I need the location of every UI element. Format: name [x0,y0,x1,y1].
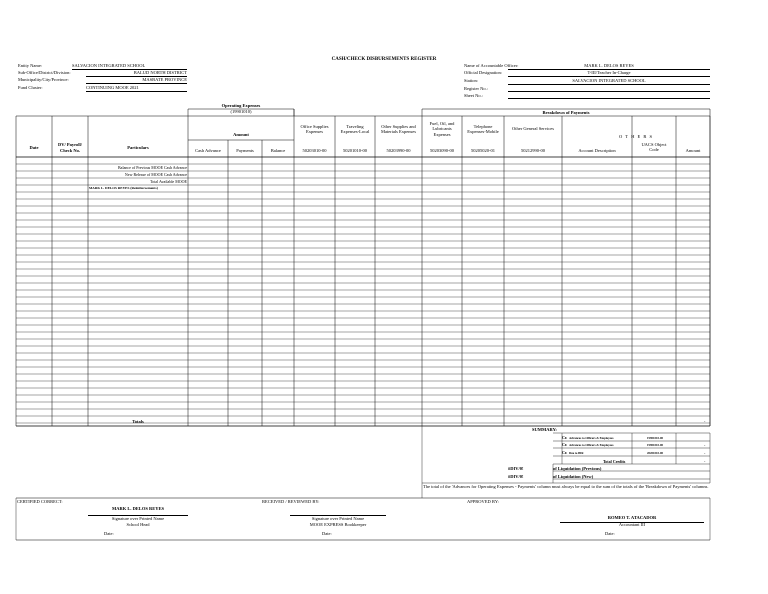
accountable-officer-label: Name of Accountable Officer: [464,63,519,68]
particulars-row: Balance of Previous MOOE Cash Advance [118,165,187,170]
entity-name-label: Entity Name: [18,63,43,68]
approved-label: APPROVED BY: [467,499,499,504]
certified-date: Date: [104,531,114,536]
breakdown-col-label: Other Supplies and Materials Expenses [380,123,417,134]
breakdown-header: Breakdown of Payments [542,110,590,115]
register-no-label: Register No.: [464,86,488,91]
breakdown-col-code: 50203990-00 [386,148,411,154]
amount-header: Amount [233,132,249,137]
breakdown-col-code: 50201010-00 [343,148,367,154]
breakdown-col-code: 50212990-00 [521,148,545,154]
totals-dash: - [704,419,706,424]
summary-prefix: Cr. [562,442,568,447]
approved-name: ROMEO T. ATACADOR [560,516,704,523]
total-credits-value: - [704,459,706,464]
others-header: O T H E R S [619,134,653,139]
breakdown-col-code: 50203090-00 [430,148,454,154]
summary-prefix: Cr. [562,435,568,440]
particulars-row: New Release of MOOE Cash Advance [124,172,187,177]
breakdown-col-label: Office Supplies Expenses [300,123,329,134]
sub-office-label: Sub-Office/District/Division: [18,70,71,75]
particulars-row: Total Available MOOE [150,179,187,184]
summary-label: Advances to Officers & Employees [569,436,614,440]
summary-code: 20201010-00 [647,451,663,455]
account-description-header: Account Description [578,147,616,153]
page-title: CASH/CHECK DISBURSEMENTS REGISTER [331,57,437,62]
received-label: RECEIVED / REVIEWED BY: [262,499,320,504]
particulars-row: MARK L. DELOS REYES (Reimbursements) [89,186,158,190]
station-value: SALVACION INTEGRATED SCHOOL [508,79,710,85]
operating-code: (19901010) [230,109,252,114]
municipality-value: MASBATE PROVINCE [86,78,187,84]
summary-title: SUMMARY: [532,427,557,432]
fund-cluster-label: Fund Cluster: [18,85,43,90]
summary-code: 19901010-00 [647,436,663,440]
dv-header: DV/ Payroll/ Check No. [57,142,83,153]
approved-date: Date: [605,531,615,536]
certified-sig-line: Signature over Printed Name [88,515,188,522]
certified-title: School Head [126,522,150,527]
certified-name: MARK L. DELOS REYES [111,506,164,511]
sheet-no-label: Sheet No.: [464,93,483,98]
received-sig-line: Signature over Printed Name [290,515,386,522]
municipality-label: Municipality/City/Province: [18,77,69,82]
breakdown-col-code: 50203010-00 [302,148,327,154]
liquidation-new-label: of Liquidation (New) [553,474,594,479]
summary-value: - [704,451,706,456]
uacs-header: UACS Object Code [641,141,667,152]
summary-prefix: Cr. [562,450,568,455]
approved-title: Accountant III [618,522,646,527]
certified-label: CERTIFIED CORRECT: [17,499,63,504]
liquidation-prev-value: #DIV/0! [508,466,524,471]
breakdown-col-code: 50205020-01 [471,148,495,154]
fund-cluster-value: CONTINUING MOOE 2021 [86,86,187,92]
totals-label: Totals [132,419,144,424]
received-title: MOOE EXPRESS Bookkeeper [309,522,367,527]
date-header: Date [29,144,39,150]
summary-code: 19901010-00 [647,443,663,447]
breakdown-col-label: Traveling Expenses-Local [340,123,370,134]
particulars-header: Particulars [127,144,149,150]
liquidation-new-value: #DIV/0! [508,474,524,479]
designation-value: T-III/Teacher In-Charge [508,71,710,77]
note-text: The total of the 'Advances for Operating Expenses - Payments' column must always be equal to the sum of the totals of the 'Breakdown of Payments' columns. [423,484,709,489]
sub-office-value: BALUD NORTH DISTRICT [86,71,187,77]
received-date: Date: [322,531,332,536]
entity-name-value: SALVACION INTEGRATED SCHOOL [72,64,187,70]
summary-value: - [704,443,706,448]
operating-expenses-header: Operating Expenses [221,103,261,108]
station-label: Station: [464,78,479,83]
total-credits-label: Total Credits [603,459,626,464]
payments-header: Payments [236,147,254,153]
summary-label: Advances to Officers & Employees [569,443,614,447]
accountable-officer-value: MARK L. DELOS REYES [508,64,710,70]
breakdown-col-label: Telephone Expenses-Mobile [467,123,499,134]
breakdown-col-label: Other General Services [512,126,554,132]
summary-label: Due to BIR [569,451,584,455]
cash-advance-header: Cash Advance [195,147,221,153]
balance-header: Balance [270,147,286,153]
designation-label: Official Designation: [464,70,503,75]
liquidation-prev-label: of Liquidation (Previous) [553,466,602,471]
breakdown-col-label: Fuel, Oil, and Lubricants Expenses [429,121,455,137]
others-amount-header: Amount [685,147,701,153]
